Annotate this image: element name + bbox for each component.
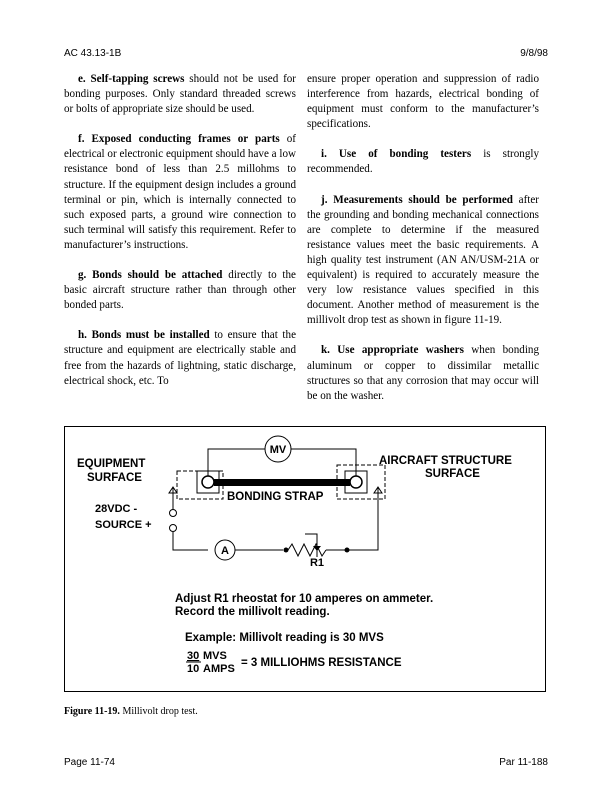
paragraph-letter: j. <box>321 193 328 206</box>
paragraph-body: to ensure that the structure and equipment are electrically stable and free from the hazards of lightning, static discharge, electrical shock, etc. To <box>64 329 296 387</box>
paragraph-lead: Use of bonding testers <box>338 148 472 161</box>
right-lead-wire <box>349 487 378 550</box>
source-minus-terminal <box>170 510 177 517</box>
footer-page: Page 11-74 <box>64 757 115 768</box>
result-text: = 3 MILLIOHMS RESISTANCE <box>241 657 402 669</box>
paragraph-body: should not be used for bonding purposes. Only standard threaded screws or bolts of appropriate size should be used. <box>64 73 297 116</box>
instruction-line-2: Record the millivolt reading. <box>175 606 330 618</box>
footer-paragraph: Par 11-188 <box>499 757 548 768</box>
paragraph-letter: g. <box>78 269 87 282</box>
aircraft-structure-label-2: SURFACE <box>425 468 480 480</box>
source-plus-terminal <box>170 525 177 532</box>
paragraph-letter: e. <box>78 73 86 85</box>
instruction-line-1: Adjust R1 rheostat for 10 amperes on ammeter. <box>175 593 434 605</box>
left-paragraph-3 <box>64 328 296 388</box>
left-paragraph-1 <box>64 132 296 253</box>
mv-label: MV <box>269 444 287 456</box>
paragraph-letter: k. <box>321 344 330 357</box>
caption-label: Figure 11-19. <box>64 706 120 717</box>
source-label-2: SOURCE + <box>95 519 152 531</box>
paragraph-lead: Measurements should be performed <box>333 193 513 206</box>
source-return-wire <box>173 532 208 550</box>
paragraph-letter: f. <box>78 133 85 146</box>
fraction-denominator-unit: AMPS <box>203 663 235 675</box>
left-column <box>64 72 296 404</box>
ammeter-label: A <box>221 545 229 557</box>
paragraph-body: after the grounding and bonding mechanical connections are complete to determine if the measured resistance values meet the basic requirements. A high quality test instrument (AN AN/USM-21A or equivalent) is required to accurately measure the very low resistance values specified in this document. Another method of measurement is the millivolt drop test as shown in figure 11-19. <box>307 193 539 327</box>
left-terminal-stud <box>202 476 214 488</box>
continuation-paragraph: ensure proper operation and suppression of radio interference from hazards, electrical bonding of equipment must conform to the manufacturer’s specifications. <box>307 73 539 131</box>
left-paragraph-0 <box>64 72 296 117</box>
figure-caption <box>64 706 198 717</box>
paragraph-lead: Use appropriate washers <box>337 344 464 357</box>
paragraph-letter: h. <box>78 329 87 342</box>
paragraph-body: directly to the basic aircraft structure rather than through other bonded parts. <box>64 269 296 312</box>
rheostat-label: R1 <box>309 557 325 569</box>
paragraph-lead: Bonds should be attached <box>92 269 223 282</box>
left-paragraph-2 <box>64 268 296 313</box>
paragraph-lead: Exposed conducting frames or parts <box>91 133 280 146</box>
caption-text: Millivolt drop test. <box>119 706 198 717</box>
equipment-surface-label-2: SURFACE <box>87 472 142 484</box>
fraction-denominator-value: 10 <box>187 663 200 675</box>
fraction-numerator-unit: MVS <box>203 650 227 662</box>
paragraph-lead: Self-tapping screws <box>90 73 185 85</box>
right-paragraph-2 <box>307 343 539 403</box>
header-date: 9/8/98 <box>520 48 548 59</box>
rheostat-icon <box>288 544 326 556</box>
bonding-strap-label: BONDING STRAP <box>227 491 324 503</box>
source-label: 28VDC - <box>95 503 138 515</box>
paragraph-body: is strongly recommended. <box>307 148 540 176</box>
millivolt-drop-diagram <box>65 427 547 693</box>
right-column <box>307 72 539 419</box>
right-paragraph-1 <box>307 193 539 329</box>
aircraft-structure-label: AIRCRAFT STRUCTURE <box>379 455 512 467</box>
fraction-numerator-value: 30 <box>187 650 200 662</box>
header-doc-id: AC 43.13-1B <box>64 48 122 59</box>
figure-box <box>64 426 546 692</box>
paragraph-letter: i. <box>321 148 327 161</box>
right-paragraph-0 <box>307 147 539 177</box>
bonding-strap <box>214 479 350 486</box>
rheostat-node-left <box>284 548 289 553</box>
paragraph-body: when bonding aluminum or copper to dissimilar metallic structures so that any corrosion that may occur will be on the washer. <box>307 344 539 402</box>
example-text: Example: Millivolt reading is 30 MVS <box>185 632 384 644</box>
paragraph-lead: Bonds must be installed <box>91 329 210 342</box>
paragraph-body: of electrical or electronic equipment should have a low resistance bond of less than 2.5 millohms to structure. If the equipment design includes a ground terminal or pin, which is internally connected to such exposed parts, a ground wire connection to such terminal will satisfy this requirement. Refer to manufacturer’s instructions. <box>64 133 296 251</box>
right-terminal-stud <box>350 476 362 488</box>
rheostat-node-right <box>345 548 350 553</box>
equipment-surface-label: EQUIPMENT <box>77 458 146 470</box>
